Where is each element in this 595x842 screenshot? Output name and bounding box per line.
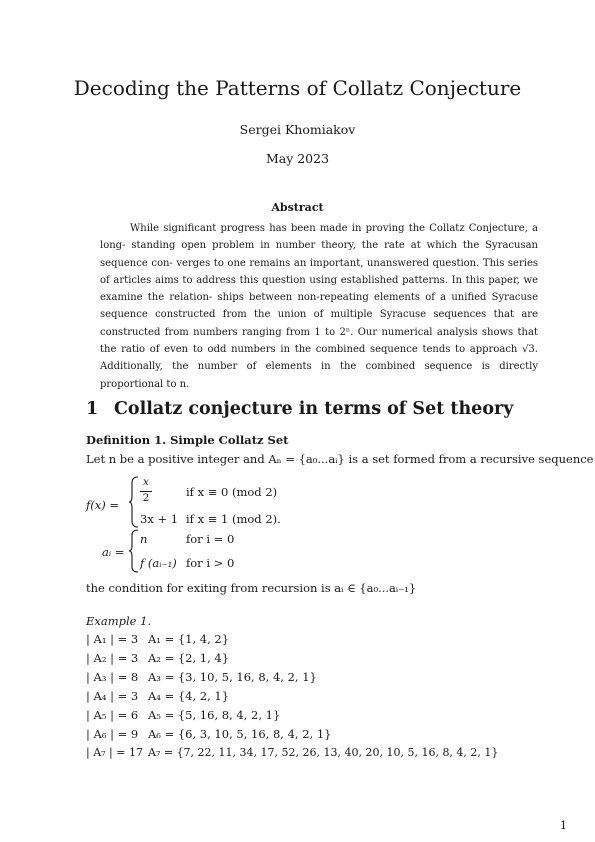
set-definition: A₄ = {4, 2, 1} bbox=[148, 689, 230, 703]
example-row bbox=[86, 689, 229, 703]
cardinality: | A₇ | = 17 bbox=[86, 746, 143, 759]
abstract-line: union of multiple Syracuse sequences that are constructed from numbers ranging from 1 to bbox=[100, 309, 538, 338]
cardinality: | A₂ | = 3 bbox=[86, 651, 139, 665]
fx-label: f(x) = bbox=[86, 498, 120, 512]
page-number: 1 bbox=[560, 819, 567, 832]
set-definition: A₂ = {2, 1, 4} bbox=[148, 651, 230, 665]
example-row bbox=[86, 651, 229, 665]
set-definition: A₅ = {5, 16, 8, 4, 2, 1} bbox=[148, 708, 281, 722]
abstract-line: ships between non-repeating elements of a unified Syracuse sequence constructed from the bbox=[100, 292, 538, 321]
abstract-line: While significant progress has been made in proving the Collatz Conjecture, a long- bbox=[100, 223, 538, 252]
example-row bbox=[86, 670, 317, 684]
example-row bbox=[86, 727, 331, 741]
example-heading: Example 1. bbox=[86, 614, 152, 628]
abstract-line: sequence is directly proportional to n. bbox=[100, 361, 539, 390]
section-title: Collatz conjecture in terms of Set theory bbox=[114, 399, 514, 419]
abstract-body bbox=[100, 220, 538, 393]
fx-case2-expression: 3x + 1 bbox=[140, 512, 179, 526]
set-definition: A₇ = {7, 22, 11, 34, 17, 52, 26, 13, 40, 20, 10, 5, 16, 8, 4, 2, 1} bbox=[148, 746, 499, 759]
fx-case2-condition: if x ≡ 1 (mod 2). bbox=[186, 512, 281, 526]
paper-title: Decoding the Patterns of Collatz Conjecture bbox=[73, 76, 522, 100]
definition-intro: Let n be a positive integer and Aₙ = {a₀...aᵢ} is a set formed from a recursive sequence bbox=[86, 452, 594, 466]
cardinality: | A₁ | = 3 bbox=[86, 632, 139, 646]
example-row bbox=[86, 632, 229, 646]
section-heading bbox=[86, 399, 513, 419]
abstract-heading: Abstract bbox=[271, 201, 324, 214]
fx-case1-numerator: x bbox=[143, 476, 149, 488]
section-number: 1 bbox=[86, 399, 99, 419]
ai-case1-expression: n bbox=[140, 532, 148, 546]
cardinality: | A₄ | = 3 bbox=[86, 689, 139, 703]
set-definition: A₆ = {6, 3, 10, 5, 16, 8, 4, 2, 1} bbox=[148, 727, 332, 741]
example-row bbox=[86, 708, 280, 722]
abstract-line: 2ⁿ. Our numerical analysis shows that the ratio of even to odd numbers in the combined bbox=[100, 326, 538, 356]
fx-case1-condition: if x ≡ 0 (mod 2) bbox=[186, 485, 278, 499]
abstract-line: standing open problem in number theory, the rate at which the Syracusan sequence con- bbox=[100, 240, 538, 269]
abstract-line: verges to one remains an important, unanswered question. This series of articles aims to bbox=[100, 257, 539, 286]
author-name: Sergei Khomiakov bbox=[239, 122, 356, 137]
fx-brace bbox=[128, 476, 140, 528]
cardinality: | A₆ | = 9 bbox=[86, 727, 139, 741]
example-row bbox=[86, 746, 498, 759]
cardinality: | A₃ | = 8 bbox=[86, 670, 139, 684]
abstract-line: address this question using established patterns. In this paper, we examine the relation- bbox=[100, 274, 539, 304]
ai-case2-condition: for i > 0 bbox=[186, 556, 235, 570]
ai-case2-expression: f (aᵢ₋₁) bbox=[140, 556, 177, 570]
cardinality: | A₅ | = 6 bbox=[86, 708, 139, 722]
ai-brace bbox=[128, 529, 140, 573]
set-definition: A₃ = {3, 10, 5, 16, 8, 4, 2, 1} bbox=[148, 670, 317, 684]
ai-case1-condition: for i = 0 bbox=[186, 532, 235, 546]
set-definition: A₁ = {1, 4, 2} bbox=[148, 632, 230, 646]
exit-condition: the condition for exiting from recursion is aᵢ ∈ {a₀...aᵢ₋₁} bbox=[86, 581, 417, 595]
fx-case1-denominator: 2 bbox=[142, 492, 150, 504]
definition-heading: Definition 1. Simple Collatz Set bbox=[86, 433, 289, 447]
ai-label: aᵢ = bbox=[102, 545, 125, 559]
publication-date: May 2023 bbox=[265, 151, 330, 166]
abstract-line: sequence tends to approach √3. Additionally, the number of elements in the combined bbox=[100, 344, 538, 373]
